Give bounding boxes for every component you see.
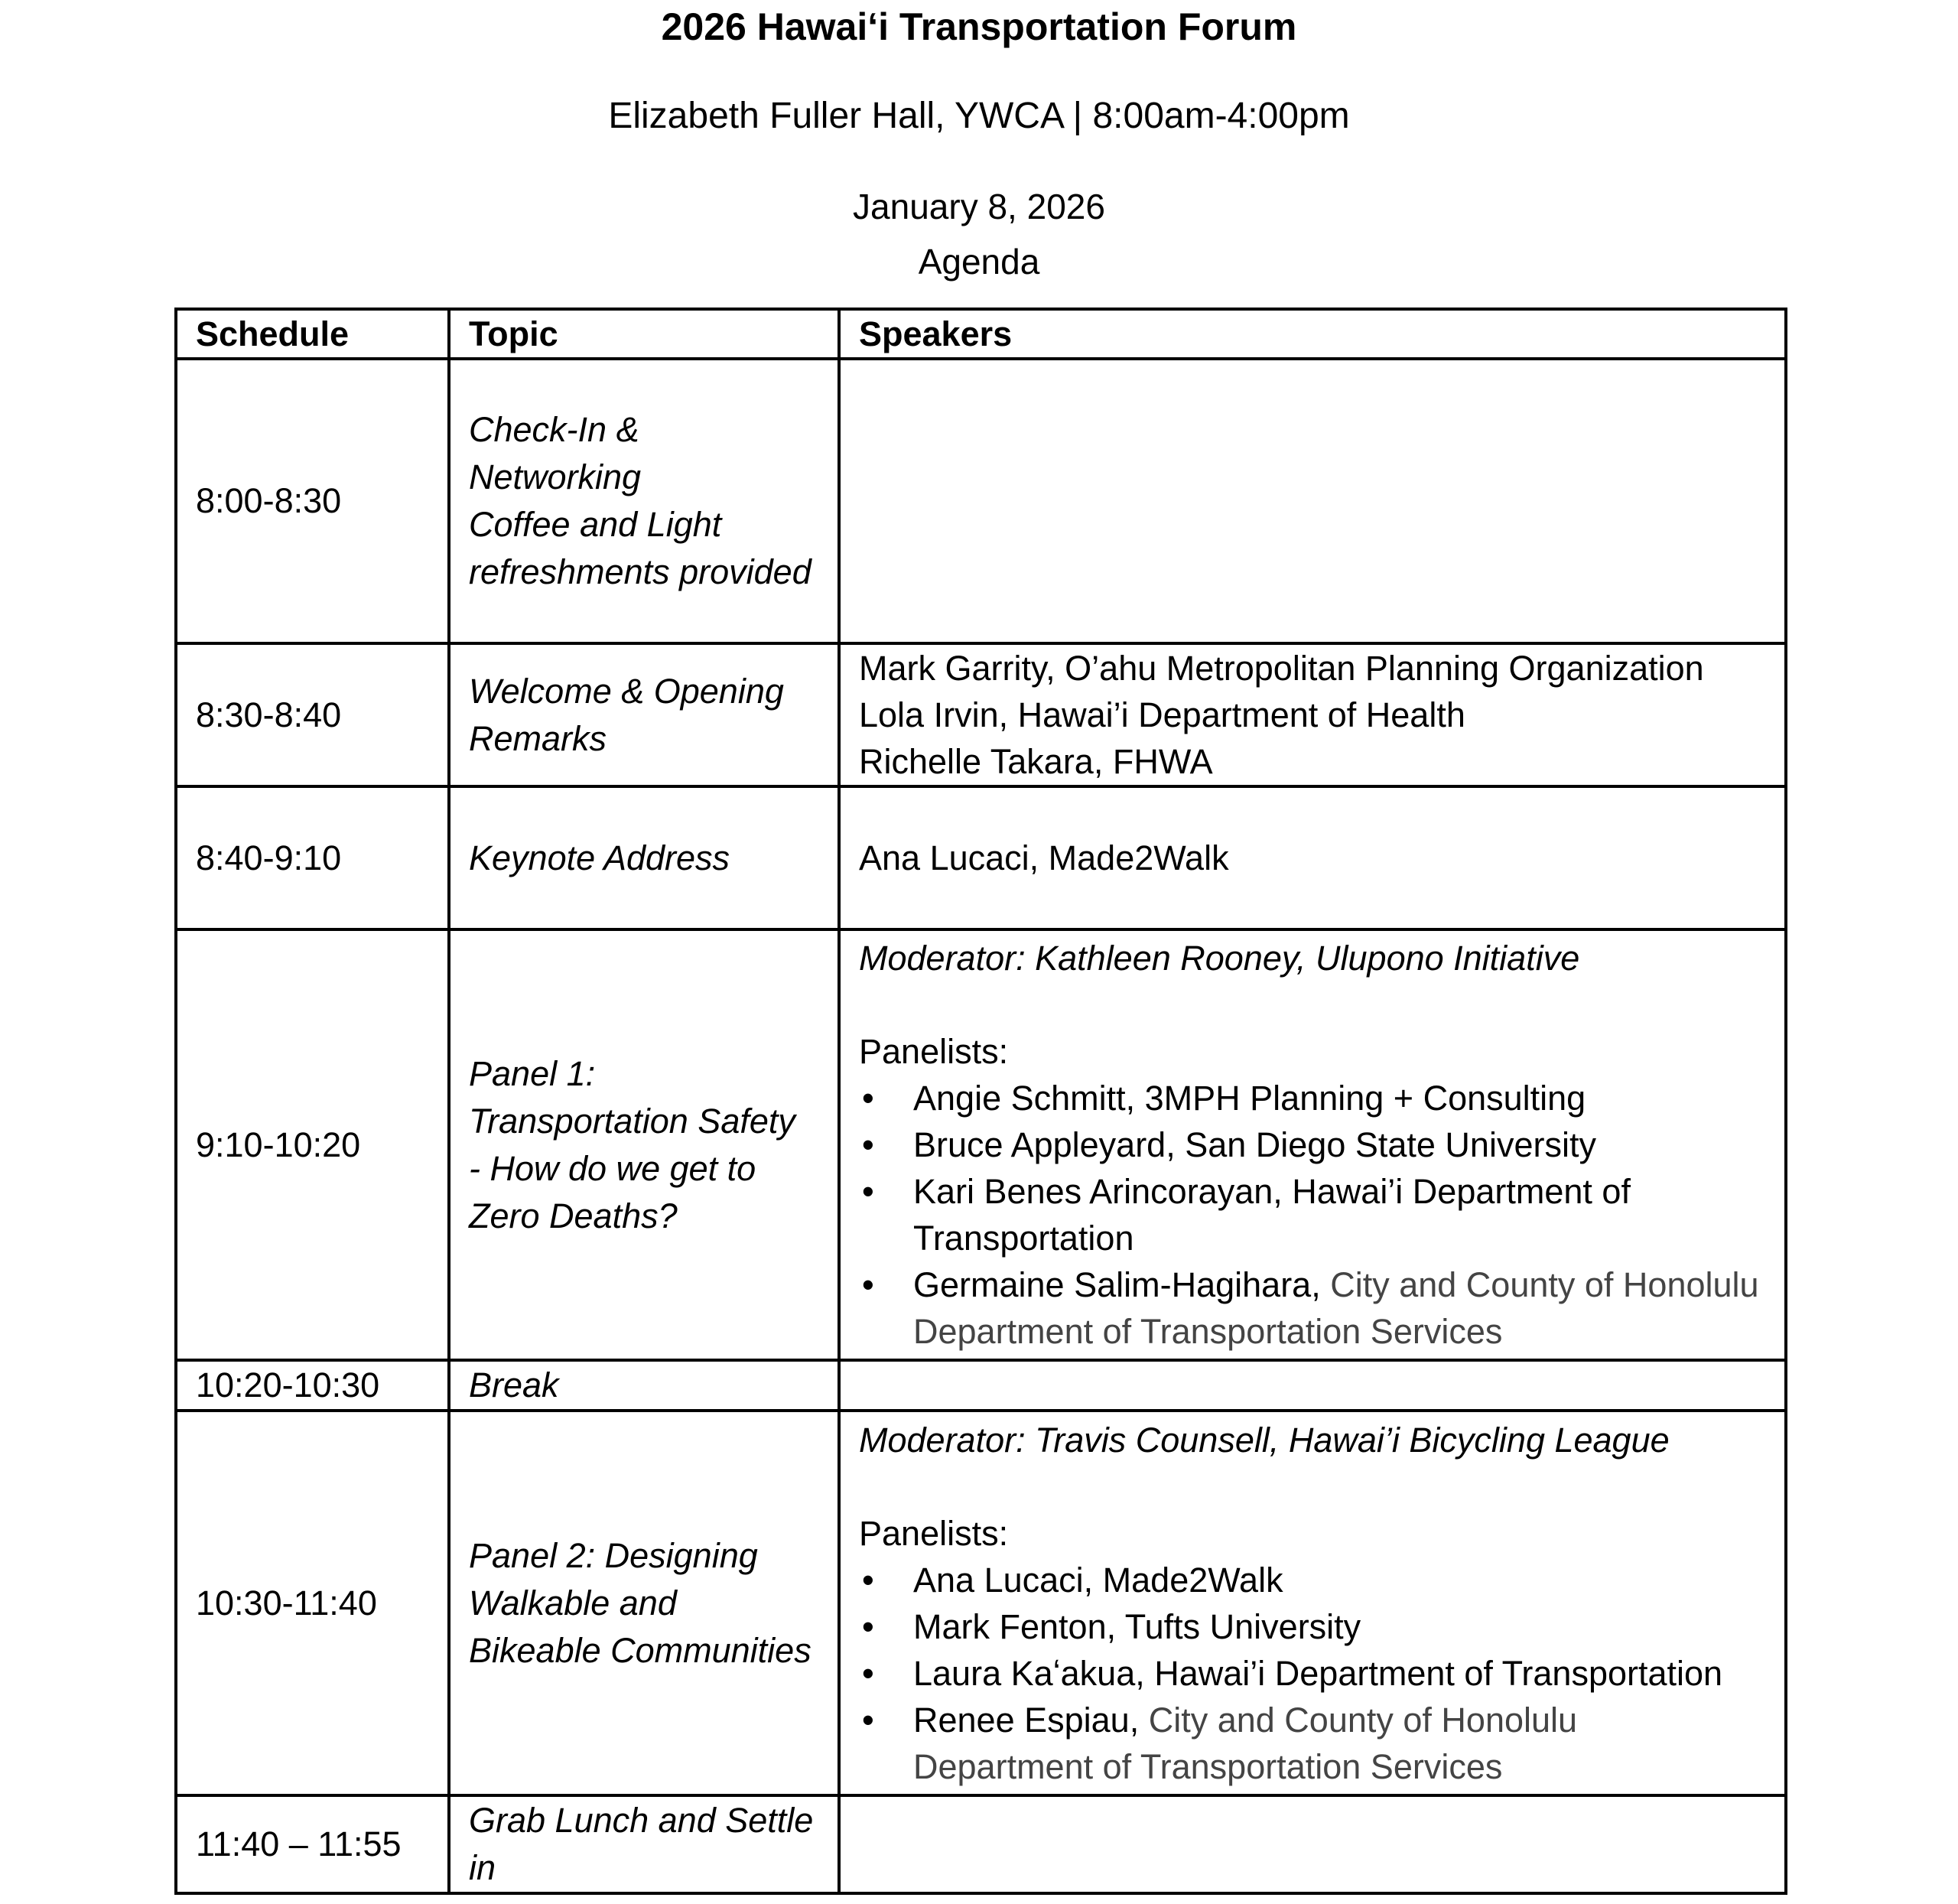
speaker-name: Germaine Salim-Hagihara,: [913, 1265, 1331, 1304]
topic-line: - How do we get to: [469, 1148, 756, 1188]
speakers-cell: [839, 1795, 1786, 1893]
topic-line: Transportation Safety: [469, 1101, 795, 1141]
topic-line: Bikeable Communities: [469, 1630, 811, 1670]
venue-time-line: Elizabeth Fuller Hall, YWCA | 8:00am-4:00pm: [608, 96, 1350, 136]
topic-line: Keynote Address: [469, 838, 730, 877]
bullet-item: [859, 1603, 1766, 1650]
bullet-item: [859, 1168, 1766, 1261]
speaker-name-continued: Transportation: [913, 1219, 1134, 1258]
table-row: [176, 643, 1786, 786]
speaker-affiliation: City and County of Honolulu: [1330, 1265, 1759, 1304]
schedule-cell: 10:20-10:30: [176, 1360, 449, 1411]
bullet-item: [859, 1261, 1766, 1355]
topic-cell: [449, 1411, 839, 1795]
panelists-label: Panelists:: [859, 1513, 1009, 1553]
speaker-affiliation-continued: Department of Transportation Services: [913, 1746, 1503, 1786]
speaker-name: Bruce Appleyard, San Diego State University: [913, 1125, 1596, 1164]
speakers-cell: [839, 1411, 1786, 1795]
schedule-cell: 8:40-9:10: [176, 786, 449, 929]
topic-line: Walkable and: [469, 1583, 677, 1622]
page-title: 2026 Hawaiʻi Transportation Forum: [661, 5, 1297, 48]
topic-cell: [449, 1795, 839, 1893]
topic-line: Coffee and Light: [469, 505, 722, 544]
topic-line: Zero Deaths?: [469, 1196, 678, 1235]
schedule-cell: 10:30-11:40: [176, 1411, 449, 1795]
column-header-schedule: Schedule: [176, 309, 449, 359]
speaker-affiliation-continued: Department of Transportation Services: [913, 1312, 1503, 1351]
schedule-cell: 8:30-8:40: [176, 643, 449, 786]
agenda-table: [174, 308, 1787, 1895]
date-line: January 8, 2026: [853, 187, 1105, 226]
blank-line: [859, 981, 1766, 1028]
moderator-line: Moderator: Travis Counsell, Hawai’i Bicycling League: [859, 1420, 1670, 1460]
bullet-item: [859, 1697, 1766, 1790]
schedule-cell: 8:00-8:30: [176, 359, 449, 643]
topic-line: Panel 2: Designing: [469, 1535, 758, 1575]
bullet-item: [859, 1075, 1766, 1121]
speakers-cell: [839, 929, 1786, 1360]
table-row: [176, 1411, 1786, 1795]
column-header-topic: Topic: [449, 309, 839, 359]
topic-line: Break: [469, 1365, 559, 1404]
agenda-label: Agenda: [918, 242, 1040, 282]
speaker-name: Kari Benes Arincorayan, Hawai’i Department of: [913, 1172, 1631, 1211]
column-header-speakers: Speakers: [839, 309, 1786, 359]
speakers-cell: [839, 643, 1786, 786]
table-row: [176, 786, 1786, 929]
topic-line: Grab Lunch and Settle: [469, 1801, 814, 1840]
table-row: [176, 1360, 1786, 1411]
speaker-line: Mark Garrity, O’ahu Metropolitan Planning Organization: [859, 649, 1704, 688]
speakers-cell: [839, 1360, 1786, 1411]
speaker-affiliation: City and County of Honolulu: [1148, 1700, 1578, 1740]
moderator-line: Moderator: Kathleen Rooney, Ulupono Initiative: [859, 939, 1580, 978]
table-row: [176, 359, 1786, 643]
blank-line: [859, 1463, 1766, 1510]
speaker-line: Lola Irvin, Hawai’i Department of Health: [859, 695, 1465, 734]
speaker-name: Renee Espiau,: [913, 1700, 1149, 1740]
topic-cell: [449, 359, 839, 643]
topic-line: Networking: [469, 457, 642, 496]
speakers-cell: [839, 359, 1786, 643]
schedule-cell: 9:10-10:20: [176, 929, 449, 1360]
speaker-line: Richelle Takara, FHWA: [859, 742, 1213, 781]
date-block: [0, 179, 1958, 289]
speaker-name: Mark Fenton, Tufts University: [913, 1606, 1361, 1646]
schedule-cell: 11:40 – 11:55: [176, 1795, 449, 1893]
topic-cell: [449, 1360, 839, 1411]
table-header-row: [176, 309, 1786, 359]
topic-line: refreshments provided: [469, 552, 811, 591]
topic-cell: [449, 786, 839, 929]
topic-line: in: [469, 1848, 496, 1887]
speaker-line: Ana Lucaci, Made2Walk: [859, 838, 1229, 877]
speakers-cell: [839, 786, 1786, 929]
topic-cell: [449, 929, 839, 1360]
topic-line: Welcome & Opening: [469, 671, 784, 711]
topic-line: Remarks: [469, 718, 607, 758]
panelists-label: Panelists:: [859, 1032, 1009, 1071]
bullet-item: [859, 1557, 1766, 1603]
speaker-name: Ana Lucaci, Made2Walk: [913, 1560, 1283, 1600]
topic-line: Check-In &: [469, 410, 639, 449]
topic-cell: [449, 643, 839, 786]
bullet-item: [859, 1650, 1766, 1697]
speaker-name: Laura Kaʻakua, Hawai’i Department of Transportation: [913, 1653, 1723, 1693]
speaker-name: Angie Schmitt, 3MPH Planning + Consulting: [913, 1079, 1586, 1118]
table-row: [176, 1795, 1786, 1893]
topic-line: Panel 1:: [469, 1053, 596, 1093]
bullet-item: [859, 1121, 1766, 1168]
table-row: [176, 929, 1786, 1360]
document-heading: [0, 5, 1958, 289]
